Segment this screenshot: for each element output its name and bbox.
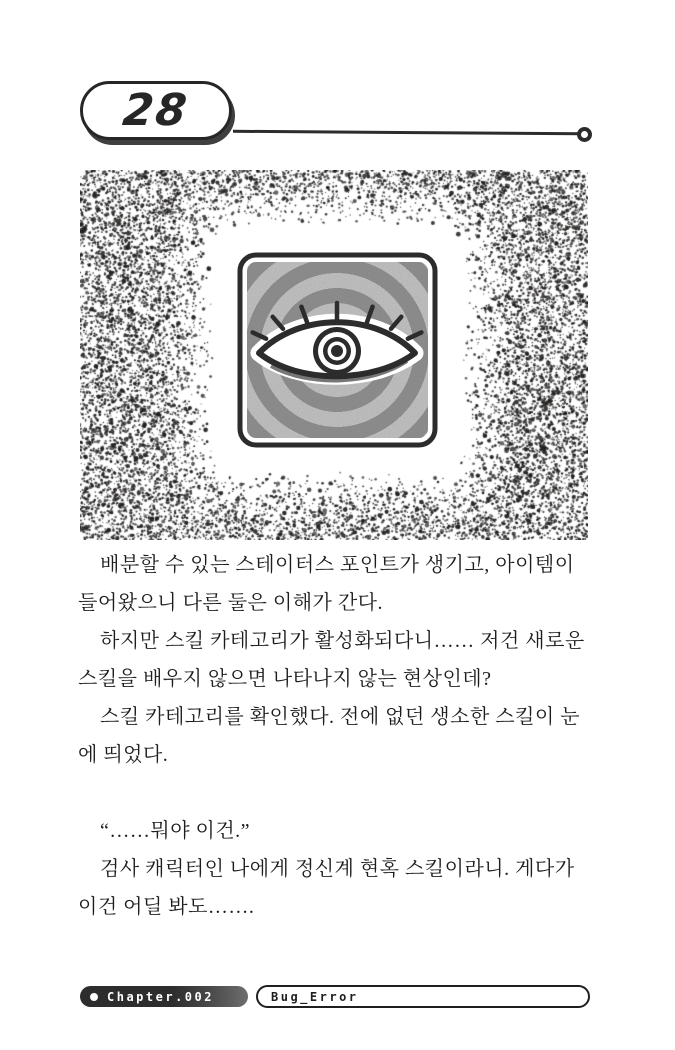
illustration-panel: [80, 170, 588, 540]
bullet-dot-icon: [90, 993, 98, 1001]
text-line: 배분할 수 있는 스테이터스 포인트가 생기고, 아이템이: [100, 554, 575, 576]
text-line: 검사 캐릭터인 나에게 정신계 현혹 스킬이라니. 게다가: [100, 858, 575, 880]
header-rule-line: [233, 130, 581, 135]
section-title-pill: [256, 985, 590, 1008]
chapter-label: Chapter.002: [107, 989, 214, 1004]
text-line: 스킬을 배우지 않으면 나타나지 않는 현상인데?: [78, 668, 492, 690]
iris-bullseye: [313, 327, 361, 375]
chapter-badge: [80, 986, 248, 1007]
text-line: 스킬 카테고리를 확인했다. 전에 없던 생소한 스킬이 눈: [100, 706, 581, 728]
text-line: 이건 어딜 봐도…….: [78, 896, 255, 918]
section-label: Bug_Error: [271, 989, 359, 1004]
text-line-quote: “……뭐야 이건.”: [100, 820, 251, 842]
hypno-eye-illustration: [237, 252, 438, 448]
header-rule-end-dot: [577, 127, 592, 142]
page-number-badge: [80, 81, 232, 140]
text-line: 들어왔으니 다른 둘은 이해가 간다.: [78, 592, 383, 614]
body-text: [78, 546, 606, 926]
text-line: 하지만 스킬 카테고리가 활성화되다니…… 저건 새로운: [100, 630, 585, 652]
page-number: 28: [120, 84, 192, 136]
text-line: 에 띄었다.: [78, 744, 169, 766]
